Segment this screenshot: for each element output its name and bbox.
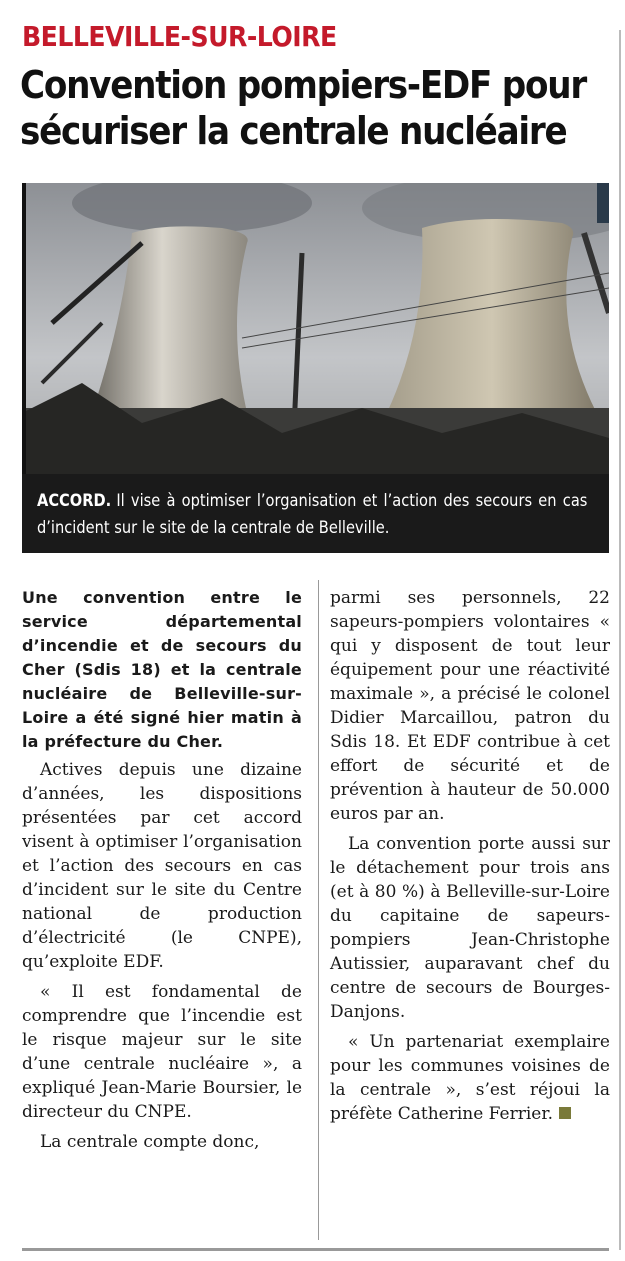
headline-line-1: Convention pompiers-EDF pour [20,63,586,107]
article-paragraph-5 [330,1030,610,1126]
bottom-rule [22,1248,609,1251]
article-lead: Une convention entre le service départemental d’incendie et de secours du Cher (Sdis 18) et la centrale nucléaire de Belleville-sur-Loire a été signé hier matin à la préfecture du Cher. [22,588,302,751]
end-of-article-mark [559,1107,571,1119]
article-paragraph-2: « Il est fondamental de comprendre que l’incendie est le risque majeur sur le site d’une centrale nucléaire », a expliqué Jean-Marie Boursier, le directeur du CNPE. [22,982,302,1122]
section-kicker: BELLEVILLE-SUR-LOIRE [22,20,337,53]
caption-text: Il vise à optimiser l’organisation et l’action des secours en cas d’incident sur le site de la centrale de Belleville. [37,491,588,538]
caption-label: ACCORD. [37,491,112,511]
column-divider [318,580,319,1240]
headline [20,62,596,154]
cooling-towers-illustration [22,183,609,474]
article-column-left [22,586,302,1160]
article-paragraph-5-text: « Un partenariat exemplaire pour les communes voisines de la centrale », s’est réjoui la préfète Catherine Ferrier. [330,1032,610,1124]
article-paragraph-1: Actives depuis une dizaine d’années, les dispositions présentées par cet accord visent à optimiser l’organisation et l’action des secours en cas d’incident sur le site du Centre national de production d’électricité (le CNPE), qu’exploite EDF. [22,760,302,972]
right-edge-rule [619,30,621,1250]
article-column-right [330,586,610,1132]
article-paragraph-3-start: La centrale compte donc, [40,1132,260,1152]
article-paragraph-3-continued: parmi ses personnels, 22 sapeurs-pompiers volontaires « qui y disposent de tout leur équipement pour une réactivité maximale », a précisé le colonel Didier Marcaillou, patron du Sdis 18. Et EDF contribue à cet effort de sécurité et de prévention à hauteur de 50.000 euros par an. [330,588,610,824]
article-paragraph-4: La convention porte aussi sur le détachement pour trois ans (et à 80 %) à Belleville-sur-Loire du capitaine de sapeurs-pompiers Jean-Christophe Autissier, auparavant chef du centre de secours de Bourges-Danjons. [330,834,610,1022]
headline-line-2: sécuriser la centrale nucléaire [20,109,567,153]
photo-caption [22,474,609,553]
